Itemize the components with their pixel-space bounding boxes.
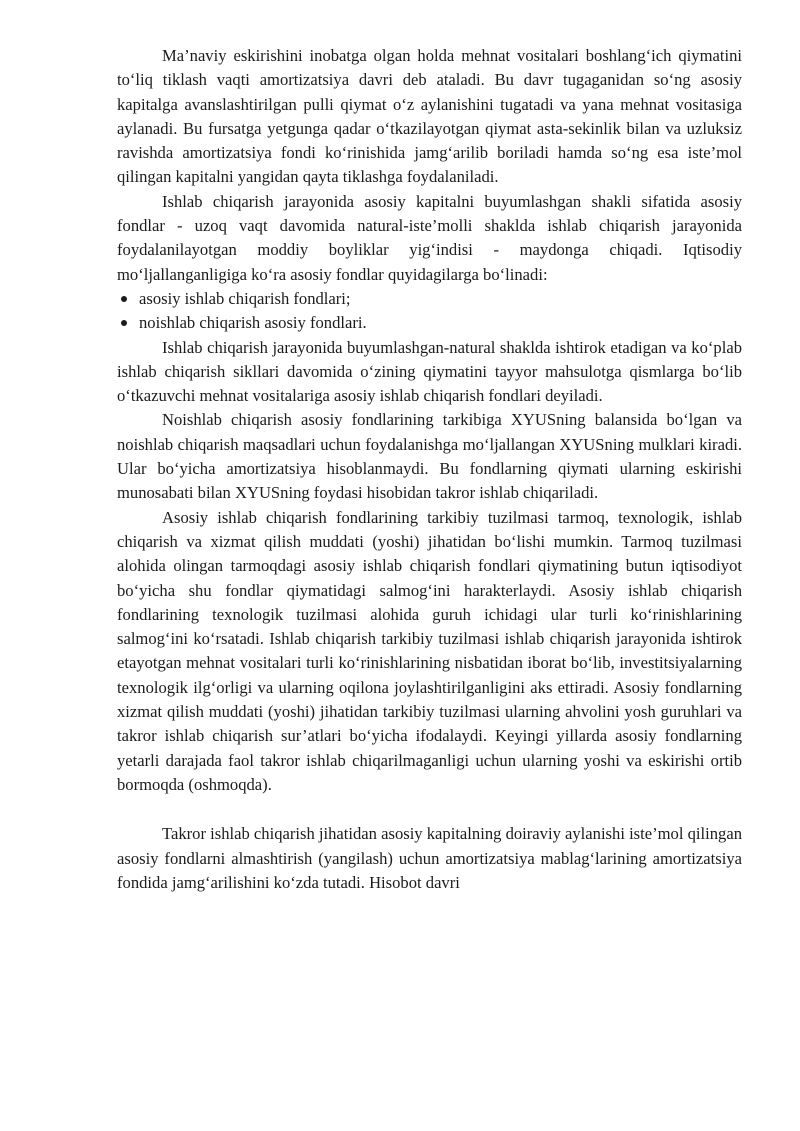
fund-types-list xyxy=(117,287,742,336)
paragraph-non-production-funds: Noishlab chiqarish asosiy fondlarining tarkibiga XYUSning balansida bo‘lgan va noishlab chiqarish maqsadlari uchun foydalanishga mo‘ljallangan XYUSning mulklari kiradi. Ular bo‘yicha amortizatsiya hisoblanmaydi. Bu fondlarning qiymati ularning eskirishi munosabati bilan XYUSning foydasi hisobidan takror ishlab chiqariladi. xyxy=(117,410,742,503)
paragraph-fixed-assets-definition: Ishlab chiqarish jarayonida asosiy kapitalni buyumlashgan shakli sifatida asosiy fondlar - uzoq vaqt davomida natural-iste’molli shaklda ishlab chiqarish jarayonida foydalanilayotgan moddiy boyliklar yig‘indisi - maydonga chiqadi. Iqtisodiy mo‘ljallanganligiga ko‘ra asosiy fondlar quyidagilarga bo‘linadi: xyxy=(117,191,742,284)
paragraph-production-funds: Ishlab chiqarish jarayonida buyumlashgan-natural shaklda ishtirok etadigan va ko‘plab ishlab chiqarish sikllari davomida o‘zining qiymatini tayyor mahsulotga qismlarga bo‘lib o‘tkazuvchi mehnat vositalariga asosiy ishlab chiqarish fondlari deyiladi. xyxy=(117,337,742,406)
bullet-icon xyxy=(121,296,127,302)
bullet-icon xyxy=(121,320,127,326)
document-page xyxy=(117,44,742,895)
paragraph-reproduction: Takror ishlab chiqarish jihatidan asosiy kapitalning doiraviy aylanishi iste’mol qilingan asosiy fondlarni almashtirish (yangilash) uchun amortizatsiya mablag‘larining amortizatsiya fondida jamg‘arilishini ko‘zda tutadi. Hisobot davri xyxy=(117,824,742,892)
list-item-text: asosiy ishlab chiqarish fondlari; xyxy=(139,288,351,308)
list-item xyxy=(117,311,742,335)
list-item-text: noishlab chiqarish asosiy fondlari. xyxy=(139,313,367,333)
list-item xyxy=(117,287,742,311)
paragraph-fund-structure: Asosiy ishlab chiqarish fondlarining tarkibiy tuzilmasi tarmoq, texnologik, ishlab chiqarish va xizmat qilish muddati (yoshi) jihatidan bo‘lishi mumkin. Tarmoq tuzilmasi alohida olingan tarmoqdagi asosiy ishlab chiqarish fondlari qiymatining butun iqtisodiyot bo‘yicha shu fondlar qiymatidagi salmog‘ini harakterlaydi. Asosiy ishlab chiqarish fondlarining texnologik tuzilmasi alohida guruh ichidagi ular turli ko‘rinishlarining salmog‘ini ko‘rsatadi. Ishlab chiqarish tarkibiy tuzilmasi ishlab chiqarish jarayonida ishtirok etayotgan mehnat vositalari turli ko‘rinishlarining nisbatidan iborat bo‘lib, investitsiyalarning texnologik ilg‘orligi va ularning oqilona joylashtirilganligini aks ettiradi. Asosiy fondlarning xizmat qilish muddati (yoshi) jihatidan tarkibiy tuzilmasi ularning ahvolini yosh guruhlari va takror ishlab chiqarish sur’atlari bo‘yicha ifodalaydi. Keyingi yillarda asosiy fondlarning yetarli darajada faol takror ishlab chiqarilmaganligi uchun ularning yoshi va eskirishi ortib bormoqda (oshmoqda). xyxy=(117,507,742,794)
paragraph-amortization-period: Ma’naviy eskirishini inobatga olgan holda mehnat vositalari boshlang‘ich qiymatini to‘liq tiklash vaqti amortizatsiya davri deb ataladi. Bu davr tugaganidan so‘ng asosiy kapitalga avanslashtirilgan pulli qiymat o‘z aylanishini tugatadi va yana mehnat vositasiga aylanadi. Bu fursatga yetgunga qadar o‘tkazilayotgan qiymat asta-sekinlik bilan va uzluksiz ravishda amortizatsiya fondi ko‘rinishida jamg‘arilib boriladi hamda so‘ng esa iste’mol qilingan kapitalni yangidan qayta tiklashga foydalaniladi. xyxy=(117,46,742,187)
